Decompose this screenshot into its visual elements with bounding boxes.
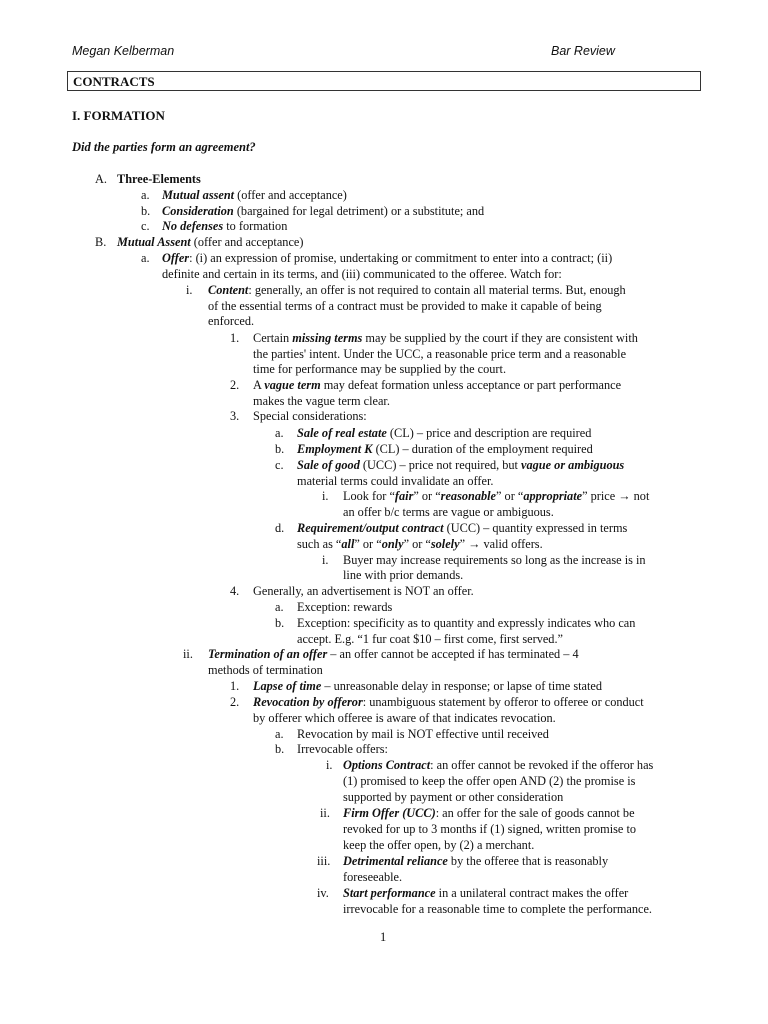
outline-line-sci2 (343, 505, 554, 520)
text-run: : an offer cannot be revoked if the offeror has (430, 758, 654, 772)
key-term: only (381, 537, 404, 551)
list-marker: a. (275, 600, 284, 614)
outline-line-i1 (208, 283, 626, 298)
outline-line-t2rb (297, 742, 388, 757)
outline-line-n4 (253, 584, 474, 599)
list-marker: 1. (230, 331, 240, 345)
list-marker: d. (275, 521, 285, 535)
outline-line-ir1a (343, 758, 653, 773)
key-term: reasonable (440, 489, 497, 503)
text-run: Look for “ (343, 489, 395, 503)
section-title: CONTRACTS (73, 74, 155, 89)
key-term: all (341, 537, 355, 551)
text-run: A (253, 378, 265, 392)
outline-line-n4a (297, 600, 392, 615)
key-term: solely (430, 537, 460, 551)
outline-line-n2b (253, 394, 390, 409)
text-run: methods of termination (208, 663, 323, 677)
text-run: definite and certain in its terms, and (iii) communicated to the offeree. Watch for: (162, 267, 562, 281)
key-term: fair (394, 489, 414, 503)
text-run: (offer and acceptance) (234, 188, 347, 202)
key-term: Firm Offer (UCC) (343, 806, 436, 820)
key-term: Requirement/output contract (297, 521, 444, 535)
text-run: line with prior demands. (343, 568, 464, 582)
list-marker: b. (141, 204, 151, 218)
outline-line-sc1 (297, 458, 624, 473)
list-marker: a. (275, 727, 284, 741)
list-marker: b. (275, 616, 285, 630)
text-run: revoked for up to 3 months if (1) signed, written promise to (343, 822, 637, 836)
list-marker: ii. (183, 647, 193, 661)
text-run: ” or “ (413, 489, 441, 503)
text-run: (UCC) – quantity expressed in terms (443, 521, 628, 535)
list-marker: 2. (230, 695, 240, 709)
text-run: to formation (223, 219, 288, 233)
heading-formation: I. FORMATION (72, 108, 165, 123)
outline-line-t2b (253, 711, 556, 726)
text-run: ” → valid offers. (459, 537, 543, 551)
outline-line-i3 (208, 314, 254, 329)
outline-line-A (117, 172, 201, 187)
text-run: (CL) – price and description are required (386, 426, 592, 440)
outline-line-n1a (253, 331, 638, 346)
key-term: Start performance (343, 886, 436, 900)
outline-line-Ba2 (162, 267, 562, 282)
key-term: Revocation by offeror (253, 695, 363, 709)
text-run: ” price → not (582, 489, 650, 503)
text-run: ” or “ (496, 489, 524, 503)
text-run: makes the vague term clear. (253, 394, 390, 408)
list-marker: A. (95, 172, 107, 186)
text-run: Irrevocable offers: (297, 742, 388, 756)
text-run: Exception: specificity as to quantity and expressly indicates who can (297, 616, 636, 630)
text-run: material terms could invalidate an offer. (297, 474, 494, 488)
outline-line-Ac (162, 219, 287, 234)
outline-line-sc2 (297, 474, 493, 489)
text-run: ” or “ (354, 537, 382, 551)
list-marker: B. (95, 235, 107, 249)
outline-line-i2 (208, 299, 602, 314)
list-marker: a. (141, 188, 150, 202)
outline-line-ir1b (343, 774, 635, 789)
key-term: Sale of real estate (297, 426, 387, 440)
text-run: (CL) – duration of the employment required (372, 442, 593, 456)
list-marker: i. (186, 283, 193, 297)
outline-line-ir2a (343, 806, 635, 821)
list-marker: 4. (230, 584, 240, 598)
outline-line-Ab (162, 204, 484, 219)
outline-line-sd2 (297, 537, 543, 552)
list-marker: a. (141, 251, 150, 265)
text-run: keep the offer open, by (2) a merchant. (343, 838, 535, 852)
list-marker: b. (275, 442, 285, 456)
list-marker: a. (275, 426, 284, 440)
outline-line-sd1 (297, 521, 627, 536)
text-run: time for performance may be supplied by the court. (253, 362, 507, 376)
key-term: Employment K (297, 442, 373, 456)
text-run: Three-Elements (117, 172, 201, 186)
question: Did the parties form an agreement? (72, 140, 256, 154)
outline-line-n4b1 (297, 616, 635, 631)
text-run: : generally, an offer is not required to contain all material terms. But, enough (248, 283, 626, 297)
outline-line-ii1 (208, 647, 579, 662)
list-marker: i. (326, 758, 333, 772)
text-run: such as “ (297, 537, 342, 551)
text-run: Generally, an advertisement is NOT an offer. (253, 584, 474, 598)
outline-line-sci1 (343, 489, 649, 504)
key-term: Options Contract (343, 758, 431, 772)
outline-line-ir4b (343, 902, 652, 917)
list-marker: iv. (317, 886, 329, 900)
key-term: Consideration (162, 204, 234, 218)
outline-line-ir2c (343, 838, 534, 853)
outline-line-n1b (253, 347, 626, 362)
outline-line-t2ra (297, 727, 549, 742)
outline-line-n1c (253, 362, 506, 377)
text-run: : an offer for the sale of goods cannot be (435, 806, 635, 820)
outline-line-n2a (253, 378, 621, 393)
text-run: (1) promised to keep the offer open AND (2) the promise is (343, 774, 636, 788)
key-term: vague or ambiguous (521, 458, 625, 472)
list-marker: 2. (230, 378, 240, 392)
outline-line-sb (297, 442, 593, 457)
text-run: Revocation by mail is NOT effective until received (297, 727, 549, 741)
key-term: missing terms (292, 331, 363, 345)
text-run: of the essential terms of a contract must be provided to make it capable of being (208, 299, 602, 313)
outline-line-sdi2 (343, 568, 463, 583)
key-term: Termination of an offer (208, 647, 328, 661)
text-run: ” or “ (403, 537, 431, 551)
text-run: may be supplied by the court if they are consistent with (362, 331, 638, 345)
list-marker: c. (141, 219, 150, 233)
text-run: by offerer which offeree is aware of that indicates revocation. (253, 711, 556, 725)
text-run: Special considerations: (253, 409, 367, 423)
text-run: : unambiguous statement by offeror to offeree or conduct (362, 695, 644, 709)
text-run: irrevocable for a reasonable time to complete the performance. (343, 902, 652, 916)
key-term: Offer (162, 251, 190, 265)
list-marker: 3. (230, 409, 240, 423)
text-run: may defeat formation unless acceptance or part performance (320, 378, 622, 392)
text-run: accept. E.g. “1 fur coat $10 – first come, first served.” (297, 632, 563, 646)
text-run: – an offer cannot be accepted if has terminated – 4 (327, 647, 579, 661)
header-course: Bar Review (551, 44, 615, 58)
text-run: Buyer may increase requirements so long as the increase is in (343, 553, 646, 567)
outline-line-t2a (253, 695, 644, 710)
text-run: (UCC) – price not required, but (359, 458, 522, 472)
outline-line-ii2 (208, 663, 323, 678)
section-title-box (67, 71, 701, 91)
key-term: Lapse of time (253, 679, 322, 693)
key-term: Mutual Assent (117, 235, 191, 249)
text-run: (bargained for legal detriment) or a substitute; and (233, 204, 485, 218)
text-run: (offer and acceptance) (190, 235, 304, 249)
key-term: appropriate (523, 489, 583, 503)
text-run: foreseeable. (343, 870, 403, 884)
outline-line-sdi1 (343, 553, 646, 568)
outline-line-Aa (162, 188, 347, 203)
list-marker: c. (275, 458, 284, 472)
outline-line-sa (297, 426, 591, 441)
key-term: No defenses (162, 219, 224, 233)
outline-line-ir2b (343, 822, 636, 837)
outline-line-ir4a (343, 886, 628, 901)
text-run: an offer b/c terms are vague or ambiguous. (343, 505, 554, 519)
list-marker: i. (322, 489, 329, 503)
outline-line-Ba1 (162, 251, 612, 266)
outline-line-ir3b (343, 870, 402, 885)
text-run: : (i) an expression of promise, undertaking or commitment to enter into a contract; (ii) (189, 251, 613, 265)
key-term: vague term (264, 378, 321, 392)
text-run: by the offeree that is reasonably (447, 854, 609, 868)
key-term: Content (208, 283, 249, 297)
list-marker: ii. (320, 806, 330, 820)
list-marker: b. (275, 742, 285, 756)
list-marker: 1. (230, 679, 240, 693)
outline-line-ir3a (343, 854, 608, 869)
header-author: Megan Kelberman (72, 44, 175, 58)
list-marker: iii. (317, 854, 331, 868)
outline-line-n3 (253, 409, 367, 424)
text-run: the parties' intent. Under the UCC, a reasonable price term and a reasonable (253, 347, 627, 361)
list-marker: i. (322, 553, 329, 567)
text-run: Exception: rewards (297, 600, 393, 614)
page-number: 1 (380, 930, 387, 944)
text-run: supported by payment or other consideration (343, 790, 564, 804)
text-run: Certain (253, 331, 293, 345)
key-term: Mutual assent (162, 188, 235, 202)
key-term: Sale of good (297, 458, 360, 472)
outline-line-ir1c (343, 790, 563, 805)
key-term: Detrimental reliance (343, 854, 448, 868)
outline-line-n4b2 (297, 632, 563, 647)
text-run: – unreasonable delay in response; or lapse of time stated (321, 679, 603, 693)
outline-line-t1 (253, 679, 602, 694)
text-run: in a unilateral contract makes the offer (435, 886, 629, 900)
text-run: enforced. (208, 314, 255, 328)
outline-line-B (117, 235, 303, 250)
